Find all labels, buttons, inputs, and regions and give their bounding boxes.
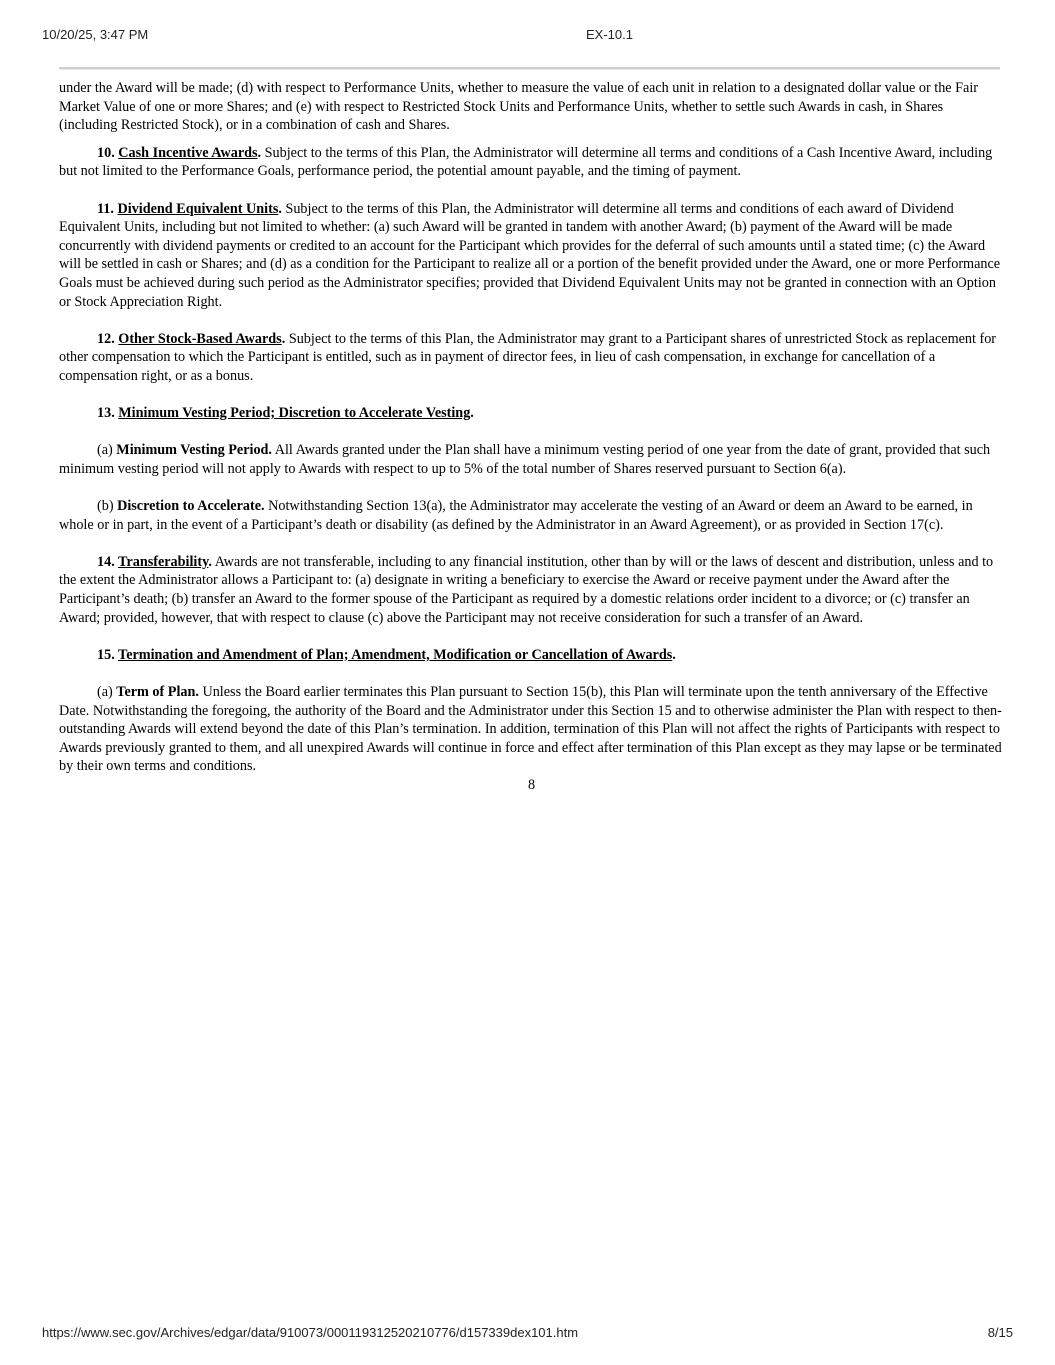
- section-12: [59, 330, 1004, 386]
- section-13a: [59, 441, 1004, 478]
- section-14-text: Awards are not transferable, including to any financial institution, other than by will or the laws of descent and distribution, unless and to the extent the Administrator allows a Participant to: (a) designate in writing a beneficiary to exercise the Award or receive payment under the Award after the Participant’s death; (b) transfer an Award to the former spouse of the Participant as required by a domestic relations order incident to a divorce; or (c) transfer an Award; provided, however, that with respect to clause (c) above the Participant may not receive consideration for such a transfer of an Award.: [59, 553, 994, 626]
- section-15a-label: (a): [97, 684, 117, 700]
- section-13b-title: Discretion to Accelerate.: [117, 498, 265, 515]
- section-14: [59, 553, 1004, 627]
- section-13a-text: All Awards granted under the Plan shall have a minimum vesting period of one year from the date of grant, provided that such minimum vesting period will not apply to Awards with respect to up to 5% of the total number of Shares reserved pursuant to Section 6(a).: [59, 442, 991, 477]
- section-13b-label: (b): [97, 498, 118, 515]
- document-title: EX-10.1: [586, 27, 633, 42]
- header-divider: [59, 67, 1000, 70]
- section-12-text: Subject to the terms of this Plan, the Administrator may grant to a Participant shares of unrestricted Stock as replacement for other compensation to which the Participant is entitled, such as in payment of director fees, in lieu of cash compensation, in exchange for cancellation of a compensation right, or as a bonus.: [59, 330, 997, 384]
- section-10: [59, 144, 1004, 181]
- section-12-title: Other Stock-Based Awards: [118, 330, 282, 347]
- section-15-heading: [59, 646, 1004, 665]
- section-14-period: .: [208, 553, 212, 570]
- section-10-number: 10.: [97, 144, 119, 161]
- section-15-period: .: [672, 646, 676, 663]
- section-11-period: .: [278, 200, 282, 217]
- section-14-title: Transferability: [118, 553, 209, 570]
- section-15a-text: Unless the Board earlier terminates this Plan pursuant to Section 15(b), this Plan will terminate upon the tenth anniversary of the Effective Date. Notwithstanding the foregoing, the authority of the Board and the Administrator under this Section 15 and to otherwise administer the Plan with respect to then-outstanding Awards will extend beyond the date of this Plan’s termination. In addition, termination of this Plan will not affect the rights of Participants with respect to Awards previously granted to them, and all unexpired Awards will continue in force and effect after termination of this Plan except as they may lapse or be terminated by their own terms and conditions.: [59, 684, 1002, 775]
- section-13a-label: (a): [97, 442, 117, 459]
- page-counter: 8/15: [987, 1325, 1013, 1340]
- section-10-text: Subject to the terms of this Plan, the Administrator will determine all terms and conditions of a Cash Incentive Award, including but not limited to the Performance Goals, performance period, the potential amount payable, and the timing of payment.: [59, 144, 993, 180]
- section-11-title: Dividend Equivalent Units: [117, 200, 279, 217]
- section-13-number: 13.: [97, 405, 119, 422]
- section-15-number: 15.: [97, 646, 119, 663]
- section-11-number: 11.: [97, 200, 118, 217]
- section-11: [59, 200, 1004, 312]
- section-12-number: 12.: [97, 330, 119, 347]
- section-15a-title: Term of Plan.: [116, 684, 199, 700]
- section-15-title: Termination and Amendment of Plan; Amendment, Modification or Cancellation of Awards: [118, 646, 673, 663]
- source-url: https://www.sec.gov/Archives/edgar/data/910073/000119312520210776/d157339dex101.htm: [42, 1325, 579, 1340]
- section-10-period: .: [257, 144, 262, 161]
- print-datetime: 10/20/25, 3:47 PM: [42, 27, 149, 42]
- section-13-period: .: [470, 405, 474, 422]
- section-13-heading: [59, 404, 1004, 423]
- section-11-text: Subject to the terms of this Plan, the Administrator will determine all terms and conditions of each award of Dividend Equivalent Units, including but not limited to whether: (a) such Award will be granted in tandem with another Award; (b) payment of the Award will be made concurrently with dividend payments or credited to an account for the Participant which provides for the deferral of such amounts until a stated time; (c) the Award will be settled in cash or Shares; and (d) as a condition for the Participant to realize all or a portion of the benefit provided under the Award, one or more Performance Goals must be achieved during such period as the Administrator specifies; provided that Dividend Equivalent Units may not be granted in connection with an Option or Stock Appreciation Right.: [59, 200, 1001, 310]
- section-13b: [59, 497, 1004, 534]
- section-10-title: Cash Incentive Awards: [118, 144, 258, 161]
- section-12-period: .: [281, 330, 286, 347]
- document-body: [59, 79, 1004, 795]
- section-15a: [59, 683, 1004, 776]
- section-13a-title: Minimum Vesting Period.: [116, 442, 272, 459]
- continued-paragraph: under the Award will be made; (d) with respect to Performance Units, whether to measure the value of each unit in relation to a designated dollar value or the Fair Market Value of one or more Shares; and (e) with respect to Restricted Stock Units and Performance Units, whether to settle such Awards in cash, in Shares (including Restricted Stock), or in a combination of cash and Shares.: [59, 80, 978, 134]
- page-number: 8: [527, 776, 536, 793]
- section-14-number: 14.: [97, 553, 119, 570]
- section-13b-text: Notwithstanding Section 13(a), the Administrator may accelerate the vesting of an Award or deem an Award to be earned, in whole or in part, in the event of a Participant’s death or disability (as defined by the Administrator in an Award Agreement), or as provided in Section 17(c).: [59, 498, 973, 533]
- section-13-title: Minimum Vesting Period; Discretion to Accelerate Vesting: [118, 405, 471, 422]
